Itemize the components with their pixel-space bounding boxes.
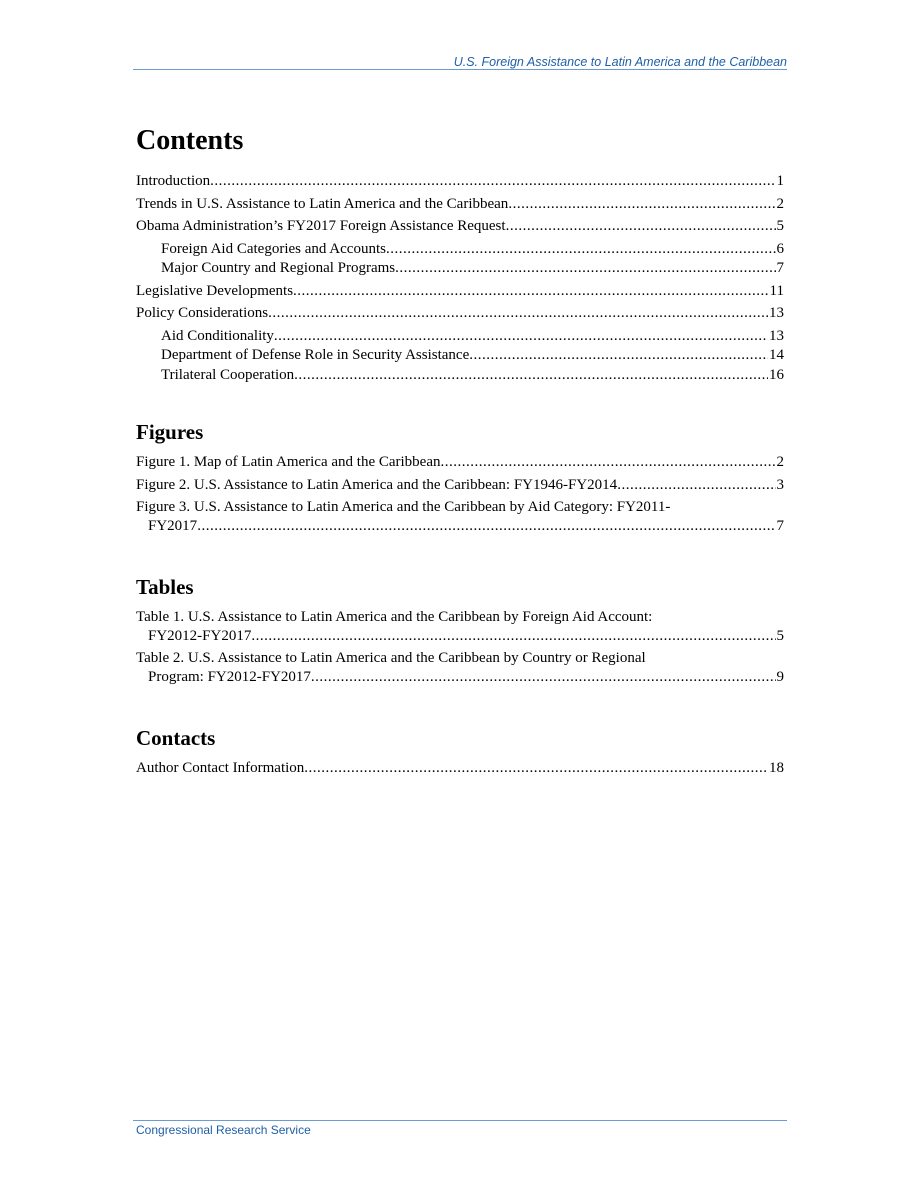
dot-leader xyxy=(506,217,776,236)
dot-leader xyxy=(197,517,775,536)
toc-entry-title: Foreign Aid Categories and Accounts xyxy=(161,240,386,257)
contacts-list xyxy=(136,759,784,778)
toc-entry-title: Aid Conditionality xyxy=(161,327,274,344)
contents-list xyxy=(136,172,784,385)
dot-leader xyxy=(617,476,775,495)
tables-list xyxy=(136,608,784,688)
dot-leader xyxy=(469,346,768,365)
dot-leader xyxy=(395,259,775,278)
toc-entry-aid-categories[interactable] xyxy=(136,240,784,259)
toc-entry-author-contact[interactable] xyxy=(136,759,784,778)
tables-heading: Tables xyxy=(136,574,194,599)
toc-entry-page: 3 xyxy=(776,476,784,493)
dot-leader xyxy=(311,668,776,687)
toc-entry-title: Introduction xyxy=(136,173,211,189)
running-header: U.S. Foreign Assistance to Latin America and the Caribbean xyxy=(453,55,787,69)
toc-entry-title: Obama Administration’s FY2017 Foreign Assistance Request xyxy=(136,218,506,234)
contents-heading: Contents xyxy=(136,125,244,156)
dot-leader xyxy=(508,195,775,214)
toc-entry-title-line-1: Figure 3. U.S. Assistance to Latin America and the Caribbean by Aid Category: FY2011- xyxy=(136,499,671,515)
toc-entry-page: 2 xyxy=(776,454,784,470)
running-footer: Congressional Research Service xyxy=(136,1123,311,1137)
toc-entry-policy[interactable] xyxy=(136,304,784,323)
toc-entry-page: 9 xyxy=(776,669,784,685)
toc-entry-page: 7 xyxy=(776,518,784,534)
toc-entry-title: Department of Defense Role in Security Assistance xyxy=(161,347,470,363)
footer-rule xyxy=(133,1120,787,1121)
toc-entry-title: Major Country and Regional Programs xyxy=(161,260,396,276)
toc-entry-major-programs[interactable] xyxy=(136,259,784,278)
dot-leader xyxy=(294,366,768,385)
toc-entry-title: Figure 2. U.S. Assistance to Latin America and the Caribbean: FY1946-FY2014 xyxy=(136,476,618,493)
toc-entry-figure-1[interactable] xyxy=(136,453,784,472)
toc-entry-title: Trends in U.S. Assistance to Latin America and the Caribbean xyxy=(136,195,509,212)
toc-entry-conditionality[interactable] xyxy=(136,327,784,346)
dot-leader xyxy=(210,172,775,191)
toc-entry-title-line-2: FY2012-FY2017 xyxy=(148,627,252,644)
figures-list xyxy=(136,453,784,536)
toc-entry-trilateral[interactable] xyxy=(136,366,784,385)
header-rule xyxy=(133,69,787,70)
toc-entry-page: 18 xyxy=(769,759,784,776)
toc-entry-page: 1 xyxy=(776,173,784,189)
toc-entry-title-line-1: Table 2. U.S. Assistance to Latin America and the Caribbean by Country or Regional xyxy=(136,650,646,666)
dot-leader xyxy=(441,453,776,472)
toc-entry-page: 16 xyxy=(769,366,784,383)
dot-leader xyxy=(304,759,768,778)
toc-entry-page: 13 xyxy=(769,327,784,344)
toc-entry-introduction[interactable] xyxy=(136,172,784,191)
toc-entry-page: 2 xyxy=(776,195,784,212)
toc-entry-title-line-2: FY2017 xyxy=(148,518,198,534)
contacts-heading: Contacts xyxy=(136,725,216,750)
toc-entry-table-1[interactable] xyxy=(136,608,784,646)
toc-entry-legislative[interactable] xyxy=(136,282,784,301)
toc-entry-figure-3[interactable] xyxy=(136,498,784,536)
toc-entry-trends[interactable] xyxy=(136,195,784,214)
toc-entry-title: Policy Considerations xyxy=(136,305,269,321)
toc-entry-title-line-2: Program: FY2012-FY2017 xyxy=(148,669,311,685)
toc-entry-page: 5 xyxy=(776,218,784,234)
toc-entry-page: 13 xyxy=(769,305,784,321)
toc-entry-title: Legislative Developments xyxy=(136,282,294,299)
toc-entry-title: Author Contact Information xyxy=(136,759,305,776)
toc-entry-table-2[interactable] xyxy=(136,649,784,687)
toc-entry-page: 14 xyxy=(769,347,784,363)
toc-entry-dod-role[interactable] xyxy=(136,346,784,365)
toc-entry-title: Figure 1. Map of Latin America and the Caribbean xyxy=(136,454,441,470)
dot-leader xyxy=(268,304,768,323)
dot-leader xyxy=(274,327,768,346)
toc-entry-title-line-1: Table 1. U.S. Assistance to Latin America and the Caribbean by Foreign Aid Account: xyxy=(136,608,653,625)
table-of-contents xyxy=(136,124,784,781)
dot-leader xyxy=(251,627,775,646)
toc-entry-page: 5 xyxy=(776,627,784,644)
toc-entry-fy2017-request[interactable] xyxy=(136,217,784,236)
dot-leader xyxy=(386,240,776,259)
toc-entry-title: Trilateral Cooperation xyxy=(161,366,295,383)
figures-heading: Figures xyxy=(136,420,204,444)
toc-entry-page: 11 xyxy=(769,282,784,299)
toc-entry-page: 6 xyxy=(776,240,784,257)
dot-leader xyxy=(293,282,769,301)
toc-entry-figure-2[interactable] xyxy=(136,476,784,495)
toc-entry-page: 7 xyxy=(776,260,784,276)
